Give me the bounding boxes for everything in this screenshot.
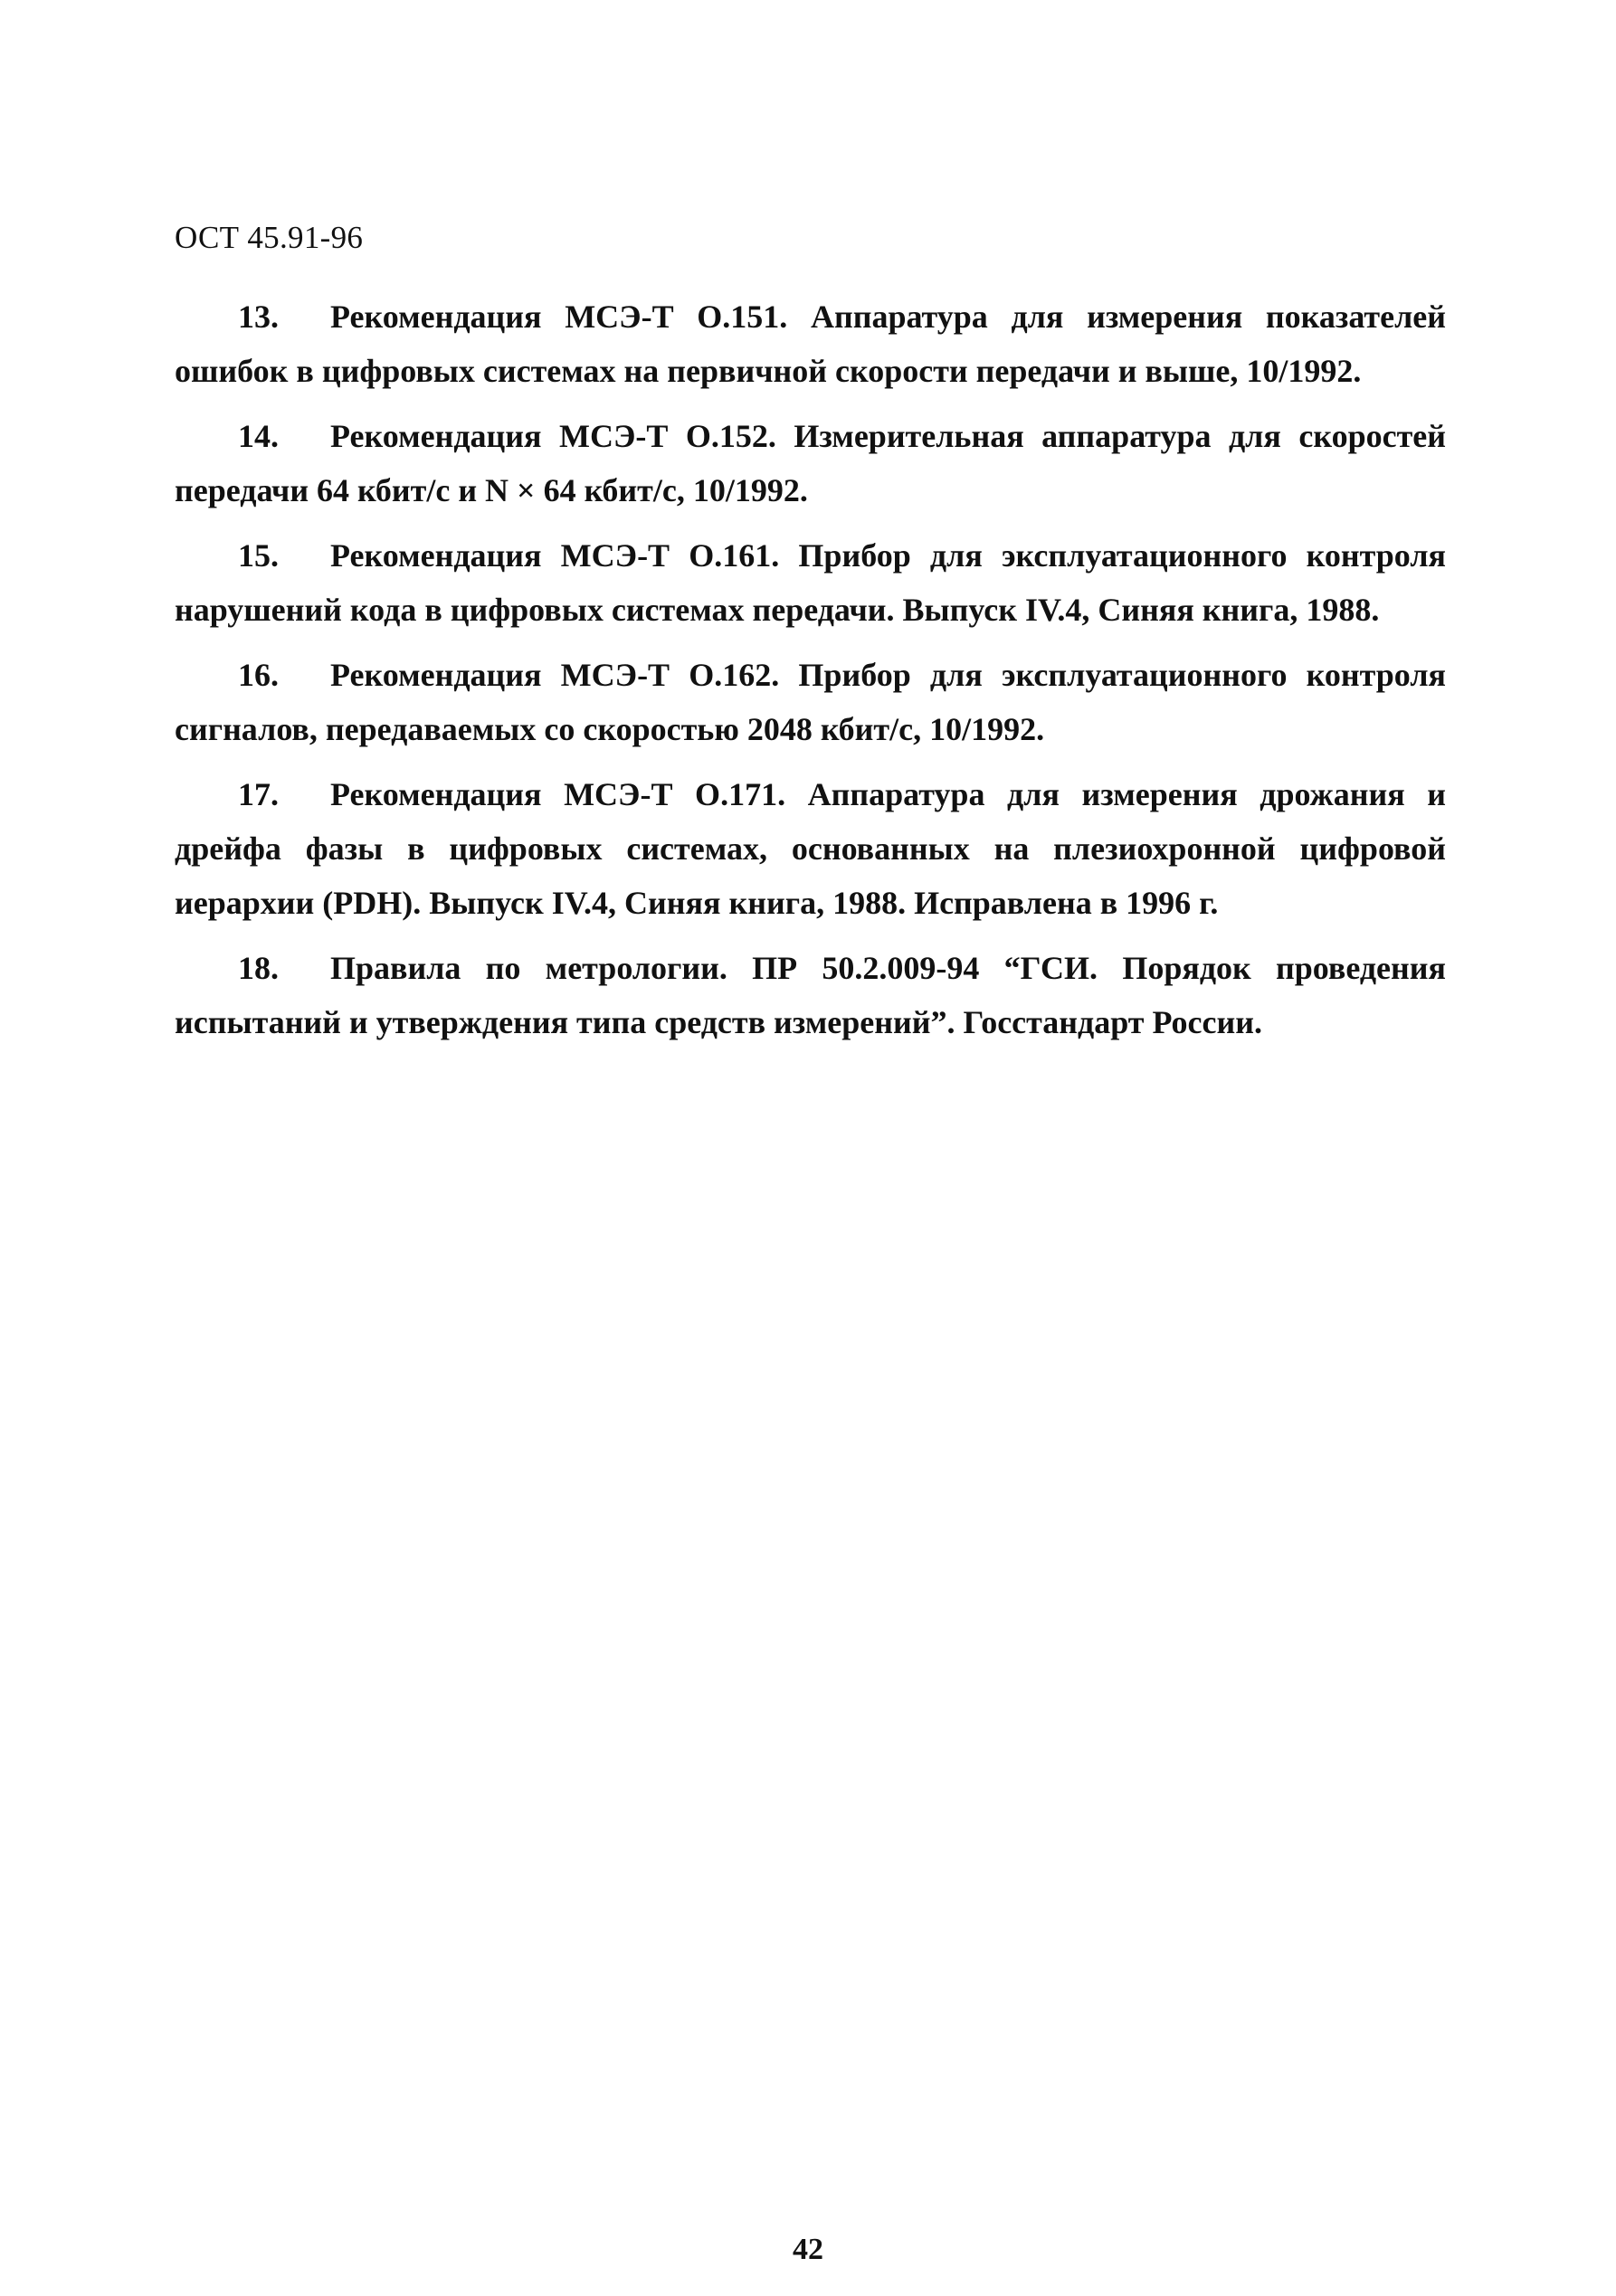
reference-item (175, 409, 1446, 517)
reference-number: 13. (238, 299, 279, 335)
reference-item (175, 767, 1446, 930)
reference-number: 14. (238, 418, 279, 454)
reference-text: Рекомендация МСЭ-Т О.162. Прибор для эксплуатационного контроля сигналов, передаваемых со скоростью 2048 кбит/с, 10/1992. (175, 657, 1446, 747)
reference-text: Правила по метрологии. ПР 50.2.009-94 “ГСИ. Порядок проведения испытаний и утверждения типа средств измерений”. Госстандарт России. (175, 950, 1446, 1040)
reference-text: Рекомендация МСЭ-Т О.171. Аппаратура для измерения дрожания и дрейфа фазы в цифровых системах, основанных на плезиохронной цифровой иерархии (PDH). Выпуск IV.4, Синяя книга, 1988. Исправлена в 1996 г. (175, 776, 1446, 921)
reference-number: 15. (238, 537, 279, 574)
reference-item (175, 289, 1446, 398)
document-code: ОСТ 45.91-96 (175, 220, 364, 255)
reference-text: Рекомендация МСЭ-Т О.161. Прибор для эксплуатационного контроля нарушений кода в цифровых системах передачи. Выпуск IV.4, Синяя книга, 1988. (175, 537, 1446, 628)
reference-item (175, 528, 1446, 637)
reference-number: 16. (238, 657, 279, 693)
reference-item (175, 648, 1446, 756)
reference-number: 18. (238, 950, 279, 986)
page-number: 42 (793, 2233, 823, 2266)
reference-text: Рекомендация МСЭ-Т О.151. Аппаратура для измерения показателей ошибок в цифровых системах на первичной скорости передачи и выше, 10/1992. (175, 299, 1446, 389)
reference-number: 17. (238, 776, 279, 812)
reference-item (175, 941, 1446, 1049)
reference-list (175, 289, 1446, 1060)
reference-text: Рекомендация МСЭ-Т О.152. Измерительная аппаратура для скоростей передачи 64 кбит/с и N × 64 кбит/с, 10/1992. (175, 418, 1446, 508)
